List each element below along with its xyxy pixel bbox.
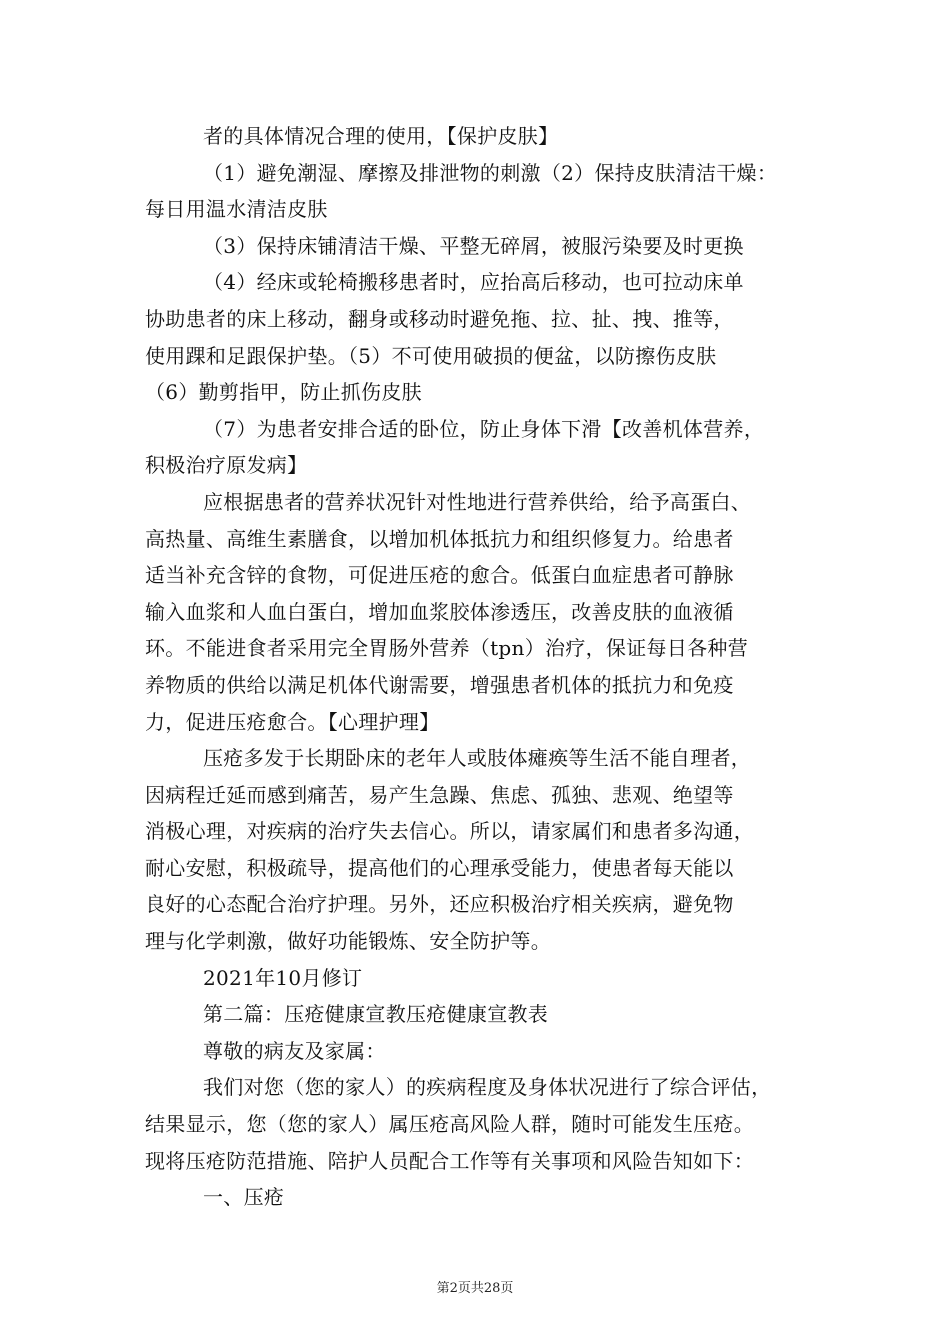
text-line: 结果显示，您（您的家人）属压疮高风险人群，随时可能发生压疮。 xyxy=(145,1112,754,1137)
page-number: 第2页共28页 xyxy=(436,1281,514,1296)
document-body xyxy=(145,118,810,1216)
text-line: 协助患者的床上移动，翻身或移动时避免拖、拉、扯、拽、推等， xyxy=(145,306,734,331)
text-line: （7）为患者安排合适的卧位，防止身体下滑【改善机体营养， xyxy=(203,416,765,441)
text-line: 每日用温水清洁皮肤 xyxy=(145,197,328,222)
text-line: 者的具体情况合理的使用，【保护皮肤】 xyxy=(203,124,559,148)
text-line: 消极心理，对疾病的治疗失去信心。所以，请家属们和患者多沟通， xyxy=(145,819,754,844)
text-line: 一、压疮 xyxy=(203,1185,285,1210)
text-line: 适当补充含锌的食物，可促进压疮的愈合。低蛋白血症患者可静脉 xyxy=(145,563,734,588)
text-line: 良好的心态配合治疗护理。另外，还应积极治疗相关疾病，避免物 xyxy=(145,892,734,917)
text-line: 输入血浆和人血白蛋白，增加血浆胶体渗透压，改善皮肤的血液循 xyxy=(145,599,734,624)
text-line: 耐心安慰，积极疏导，提高他们的心理承受能力，使患者每天能以 xyxy=(145,855,734,880)
text-line: 环。不能进食者采用完全胃肠外营养（tpn）治疗，保证每日各种营 xyxy=(145,636,749,661)
text-line: 现将压疮防范措施、陪护人员配合工作等有关事项和风险告知如下： xyxy=(145,1148,754,1173)
text-line: （6）勤剪指甲，防止抓伤皮肤 xyxy=(145,380,422,405)
text-line: 我们对您（您的家人）的疾病程度及身体状况进行了综合评估， xyxy=(203,1075,772,1100)
text-line: （3）保持床铺清洁干燥、平整无碎屑，被服污染要及时更换 xyxy=(203,233,744,258)
text-line: 养物质的供给以满足机体代谢需要，增强患者机体的抵抗力和免疫 xyxy=(145,672,734,697)
text-line: 应根据患者的营养状况针对性地进行营养供给，给予高蛋白、 xyxy=(203,489,752,514)
text-line: 力，促进压疮愈合。【心理护理】 xyxy=(145,709,440,734)
text-line: （1）避免潮湿、摩擦及排泄物的刺激（2）保持皮肤清洁干燥： xyxy=(203,160,778,185)
text-line: （4）经床或轮椅搬移患者时，应抬高后移动，也可拉动床单 xyxy=(203,270,744,295)
text-line: 2021年10月修订 xyxy=(203,965,363,990)
text-line: 使用踝和足跟保护垫。（5）不可使用破损的便盆，以防擦伤皮肤 xyxy=(145,343,717,368)
text-line: 第二篇：压疮健康宣教压疮健康宣教表 xyxy=(203,1002,549,1027)
text-line: 积极治疗原发病】 xyxy=(145,453,308,478)
text-line: 压疮多发于长期卧床的老年人或肢体瘫痪等生活不能自理者， xyxy=(203,746,752,771)
text-line: 高热量、高维生素膳食，以增加机体抵抗力和组织修复力。给患者 xyxy=(145,526,734,551)
text-line: 理与化学刺激，做好功能锻炼、安全防护等。 xyxy=(145,929,551,954)
text-line: 尊敬的病友及家属： xyxy=(203,1038,386,1063)
text-line: 因病程迁延而感到痛苦，易产生急躁、焦虑、孤独、悲观、绝望等 xyxy=(145,782,734,807)
